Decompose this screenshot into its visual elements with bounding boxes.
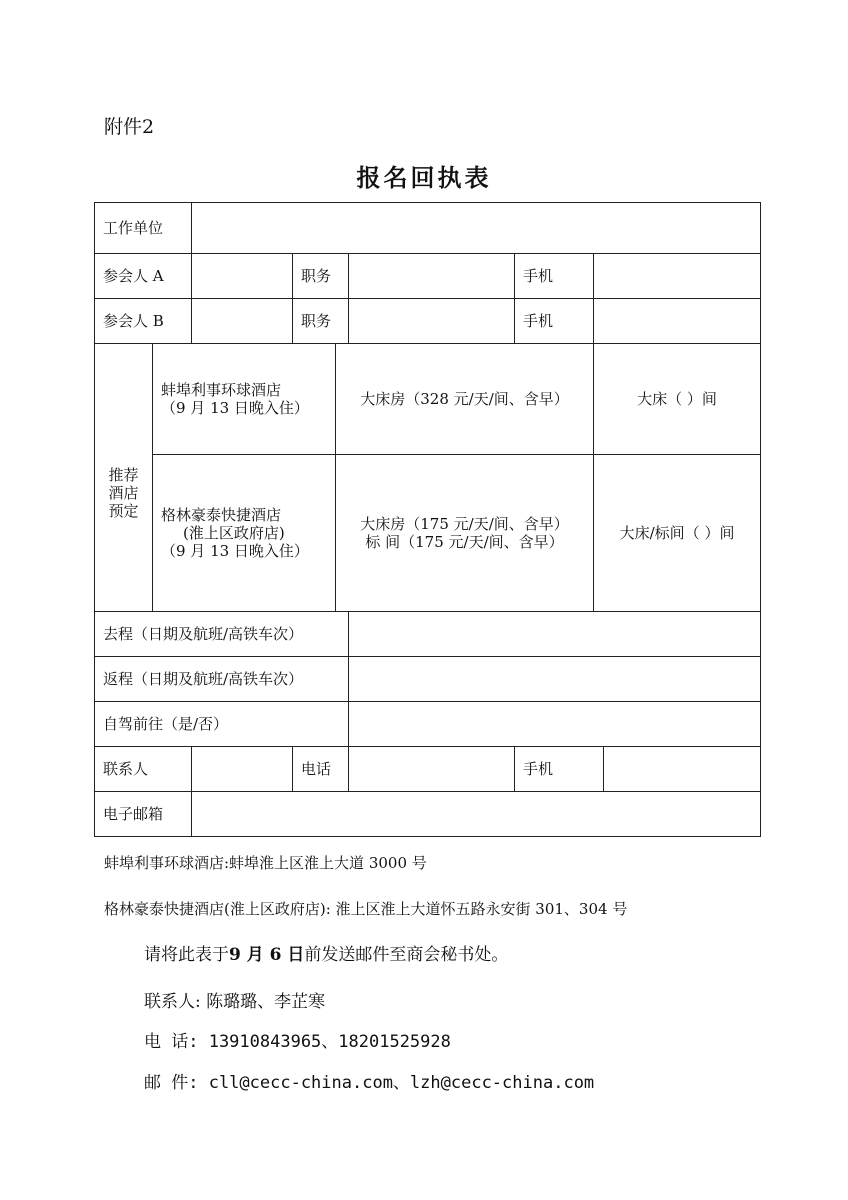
contact-phone-line: 电 话: 13910843965、18201525928: [144, 1032, 451, 1052]
attendee-a-mobile-field[interactable]: [594, 254, 761, 299]
attendee-b-name-field[interactable]: [192, 299, 293, 344]
hotel2-info: [153, 455, 336, 612]
attendee-a-mobile-label: 手机: [515, 254, 594, 299]
attendee-b-mobile-label: 手机: [515, 299, 594, 344]
attachment-label: 附件2: [104, 116, 155, 138]
attendee-a-name-field[interactable]: [192, 254, 293, 299]
hotel1-name: 蚌埠利事环球酒店: [161, 381, 282, 399]
hotel2-address-note: 格林豪泰快捷酒店(淮上区政府店): 淮上区淮上大道怀五路永安街 301、304 号: [104, 900, 628, 918]
attendee-b-mobile-field[interactable]: [594, 299, 761, 344]
contact-email-line: 邮 件: cll@cecc-china.com、lzh@cecc-china.com: [144, 1073, 595, 1093]
attendee-a-label: 参会人 A: [95, 254, 192, 299]
return-label: 返程（日期及航班/高铁车次）: [95, 657, 349, 702]
hotel1-address-note: 蚌埠利事环球酒店:蚌埠淮上区淮上大道 3000 号: [104, 854, 427, 872]
attendee-b-position-field[interactable]: [349, 299, 515, 344]
hotel2-checkin: （9 月 13 日晚入住）: [161, 542, 309, 560]
self-drive-field[interactable]: [349, 702, 761, 747]
attendee-b-label: 参会人 B: [95, 299, 192, 344]
hotel1-info: [153, 344, 336, 455]
contact-label: 联系人: [95, 747, 192, 792]
work-unit-label: 工作单位: [95, 203, 192, 254]
hotel2-name: 格林豪泰快捷酒店: [161, 506, 282, 524]
departure-label: 去程（日期及航班/高铁车次）: [95, 612, 349, 657]
contact-mobile-label: 手机: [515, 747, 604, 792]
hotel2-room2: 标 间（175 元/天/间、含早）: [365, 533, 564, 551]
contact-persons-line: 联系人: 陈璐璐、李芷寒: [144, 992, 326, 1012]
hotel-section-label: 推荐 酒店 预定: [95, 344, 153, 612]
attendee-a-position-field[interactable]: [349, 254, 515, 299]
hotel2-room1: 大床房（175 元/天/间、含早）: [360, 515, 569, 533]
email-field[interactable]: [192, 792, 761, 837]
registration-form-table: [94, 202, 761, 837]
self-drive-label: 自驾前往（是/否）: [95, 702, 349, 747]
contact-name-field[interactable]: [192, 747, 293, 792]
hotel2-branch: (淮上区政府店): [183, 524, 285, 542]
return-field[interactable]: [349, 657, 761, 702]
hotel1-booking-field[interactable]: 大床（ ）间: [594, 344, 761, 455]
attendee-a-position-label: 职务: [293, 254, 349, 299]
deadline-date: 9 月 6 日: [229, 945, 305, 965]
phone-label: 电话: [293, 747, 349, 792]
hotel1-checkin: （9 月 13 日晚入住）: [161, 399, 309, 417]
email-label: 电子邮箱: [95, 792, 192, 837]
phone-field[interactable]: [349, 747, 515, 792]
submission-instruction: 请将此表于9 月 6 日前发送邮件至商会秘书处。: [144, 945, 509, 965]
work-unit-field[interactable]: [192, 203, 761, 254]
contact-mobile-field[interactable]: [604, 747, 761, 792]
attendee-b-position-label: 职务: [293, 299, 349, 344]
hotel2-room-types: [336, 455, 594, 612]
hotel2-booking-field[interactable]: 大床/标间（ ）间: [594, 455, 761, 612]
hotel1-room-type: 大床房（328 元/天/间、含早）: [336, 344, 594, 455]
page-title: 报名回执表: [356, 163, 492, 192]
departure-field[interactable]: [349, 612, 761, 657]
